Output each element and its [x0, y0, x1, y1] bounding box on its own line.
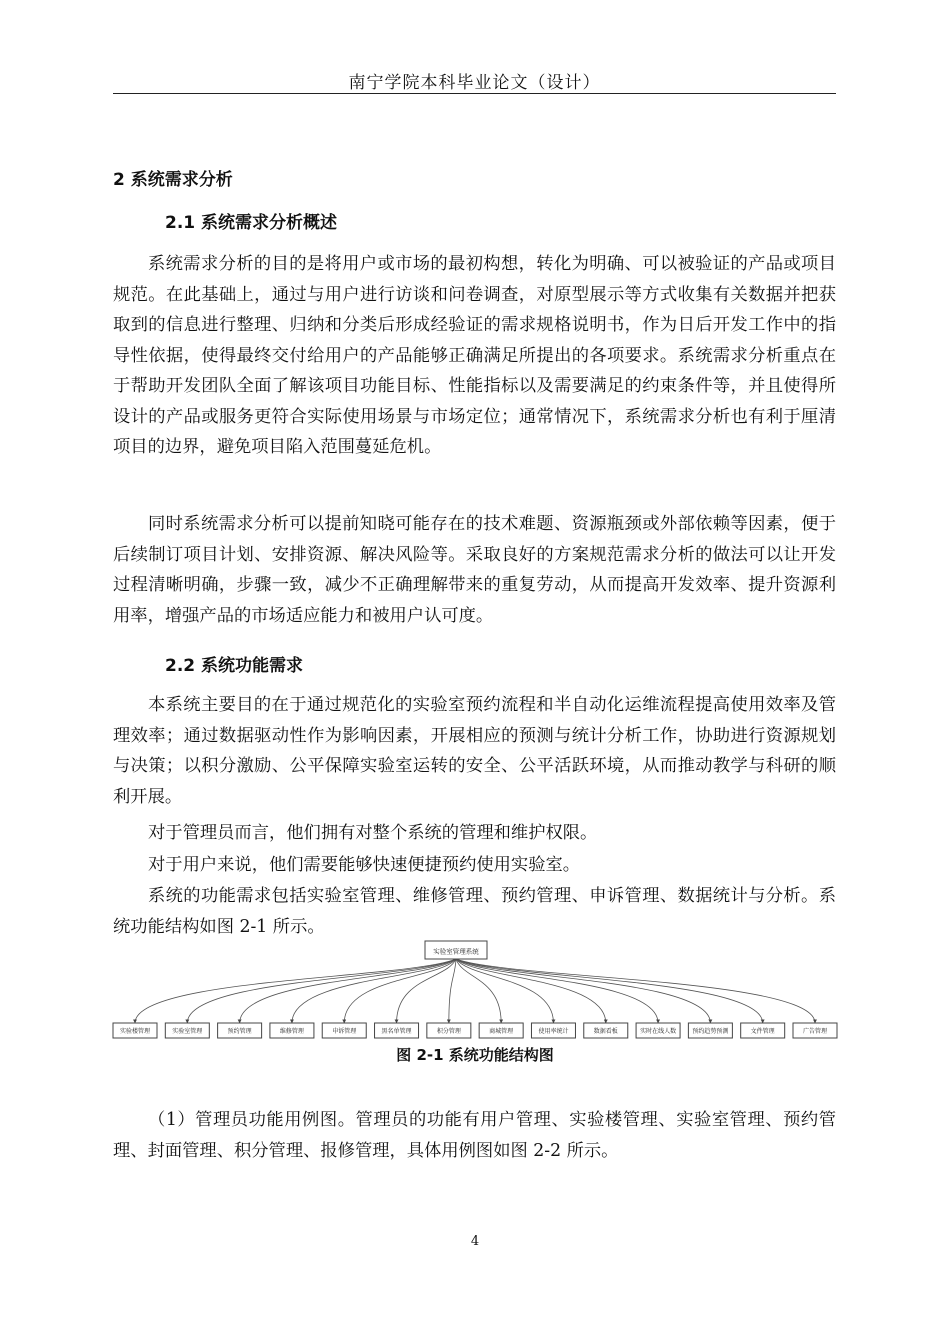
diagram-child-node [165, 1023, 209, 1038]
diagram-edge [456, 959, 658, 1023]
paragraph-overview-2: 同时系统需求分析可以提前知晓可能存在的技术难题、资源瓶颈或外部依赖等因素，便于后续制订项目计划、安排资源、解决风险等。采取良好的方案规范需求分析的做法可以让开发过程清晰明确，步骤一致，减少不正确理解带来的重复劳动，从而提高开发效率、提升资源利用率，增强产品的市场适应能力和被用户认可度。 [113, 514, 836, 626]
paragraph-user: 对于用户来说，他们需要能够快速便捷预约使用实验室。 [148, 855, 581, 875]
diagram-edge [292, 959, 456, 1023]
diagram-child-node [793, 1023, 837, 1038]
page-number: 4 [470, 1234, 480, 1249]
diagram-child-label: 使用率统计 [538, 1028, 569, 1035]
diagram-child-node [375, 1023, 419, 1038]
paragraph-admin: 对于管理员而言，他们拥有对整个系统的管理和维护权限。 [148, 823, 598, 843]
paragraph-overview-1: 系统需求分析的目的是将用户或市场的最初构想，转化为明确、可以被验证的产品或项目规范。在此基础上，通过与用户进行访谈和问卷调查，对原型展示等方式收集有关数据并把获取到的信息进行整理、归纳和分类后形成经验证的需求规格说明书，作为日后开发工作中的指导性依据，使得最终交付给用户的产品能够正确满足所提出的各项要求。系统需求分析重点在于帮助开发团队全面了解该项目功能目标、性能指标以及需要满足的约束条件等，并且使得所设计的产品或服务更符合实际使用场景与市场定位；通常情况下，系统需求分析也有利于厘清项目的边界，避免项目陷入范围蔓延危机。 [113, 254, 836, 457]
paragraph-function-1: 本系统主要目的在于通过规范化的实验室预约流程和半自动化运维流程提高使用效率及管理效率；通过数据驱动性作为影响因素，开展相应的预测与统计分析工作，协助进行资源规划与决策；以积分激励、公平保障实验室运转的安全、公平活跃环境，从而推动教学与科研的顺利开展。 [113, 695, 836, 807]
diagram-edge [456, 959, 710, 1023]
diagram-child-node [741, 1023, 785, 1038]
paragraph-admin-usecase: （1）管理员功能用例图。管理员的功能有用户管理、实验楼管理、实验室管理、预约管理、封面管理、积分管理、报修管理，具体用例图如图 2-2 所示。 [113, 1110, 836, 1161]
diagram-child-label: 维修管理 [279, 1028, 304, 1035]
diagram-root-label: 实验室管理系统 [433, 947, 479, 956]
diagram-child-label: 预约管理 [227, 1028, 252, 1035]
function-structure-diagram [110, 938, 840, 1048]
diagram-child-node [584, 1023, 628, 1038]
diagram-edge [187, 959, 456, 1023]
diagram-child-label: 实验楼管理 [119, 1028, 151, 1035]
diagram-child-label: 预约趋势预测 [692, 1028, 729, 1035]
diagram-child-nodes [113, 1023, 837, 1038]
diagram-child-label: 商城管理 [489, 1028, 514, 1035]
diagram-child-node [270, 1023, 314, 1038]
diagram-edge [240, 959, 456, 1023]
diagram-edge [456, 959, 763, 1023]
diagram-child-label: 申诉管理 [332, 1028, 357, 1035]
diagram-edge [135, 959, 456, 1023]
diagram-child-node [218, 1023, 262, 1038]
diagram-edges [135, 959, 815, 1023]
diagram-child-node [479, 1023, 523, 1038]
diagram-child-node [113, 1023, 157, 1038]
diagram-edge [449, 959, 456, 1023]
header-rule [113, 93, 836, 94]
diagram-child-label: 实验室管理 [172, 1028, 203, 1035]
diagram-edge [456, 959, 815, 1023]
subsection-heading-2-1: 2.1 系统需求分析概述 [165, 213, 338, 233]
diagram-child-label: 广告管理 [802, 1028, 828, 1035]
paragraph-function-list: 系统的功能需求包括实验室管理、维修管理、预约管理、申诉管理、数据统计与分析。系统功能结构如图 2-1 所示。 [113, 886, 836, 937]
running-header: 南宁学院本科毕业论文（设计） [348, 73, 601, 93]
section-heading: 2 系统需求分析 [113, 170, 233, 190]
diagram-child-node [427, 1023, 471, 1038]
diagram-child-label: 积分管理 [436, 1028, 461, 1035]
diagram-child-label: 实时在线人数 [640, 1028, 677, 1035]
subsection-heading-2-2: 2.2 系统功能需求 [165, 656, 304, 676]
diagram-child-node [322, 1023, 366, 1038]
figure-caption: 图 2-1 系统功能结构图 [396, 1046, 554, 1064]
diagram-child-label: 数据看板 [593, 1028, 618, 1035]
diagram-edge [344, 959, 456, 1023]
diagram-child-label: 文件管理 [750, 1028, 775, 1035]
diagram-child-node [636, 1023, 680, 1038]
diagram-child-node [531, 1023, 575, 1038]
diagram-root-node [425, 941, 487, 959]
diagram-child-label: 黑名单管理 [381, 1028, 412, 1035]
diagram-child-node [688, 1023, 732, 1038]
